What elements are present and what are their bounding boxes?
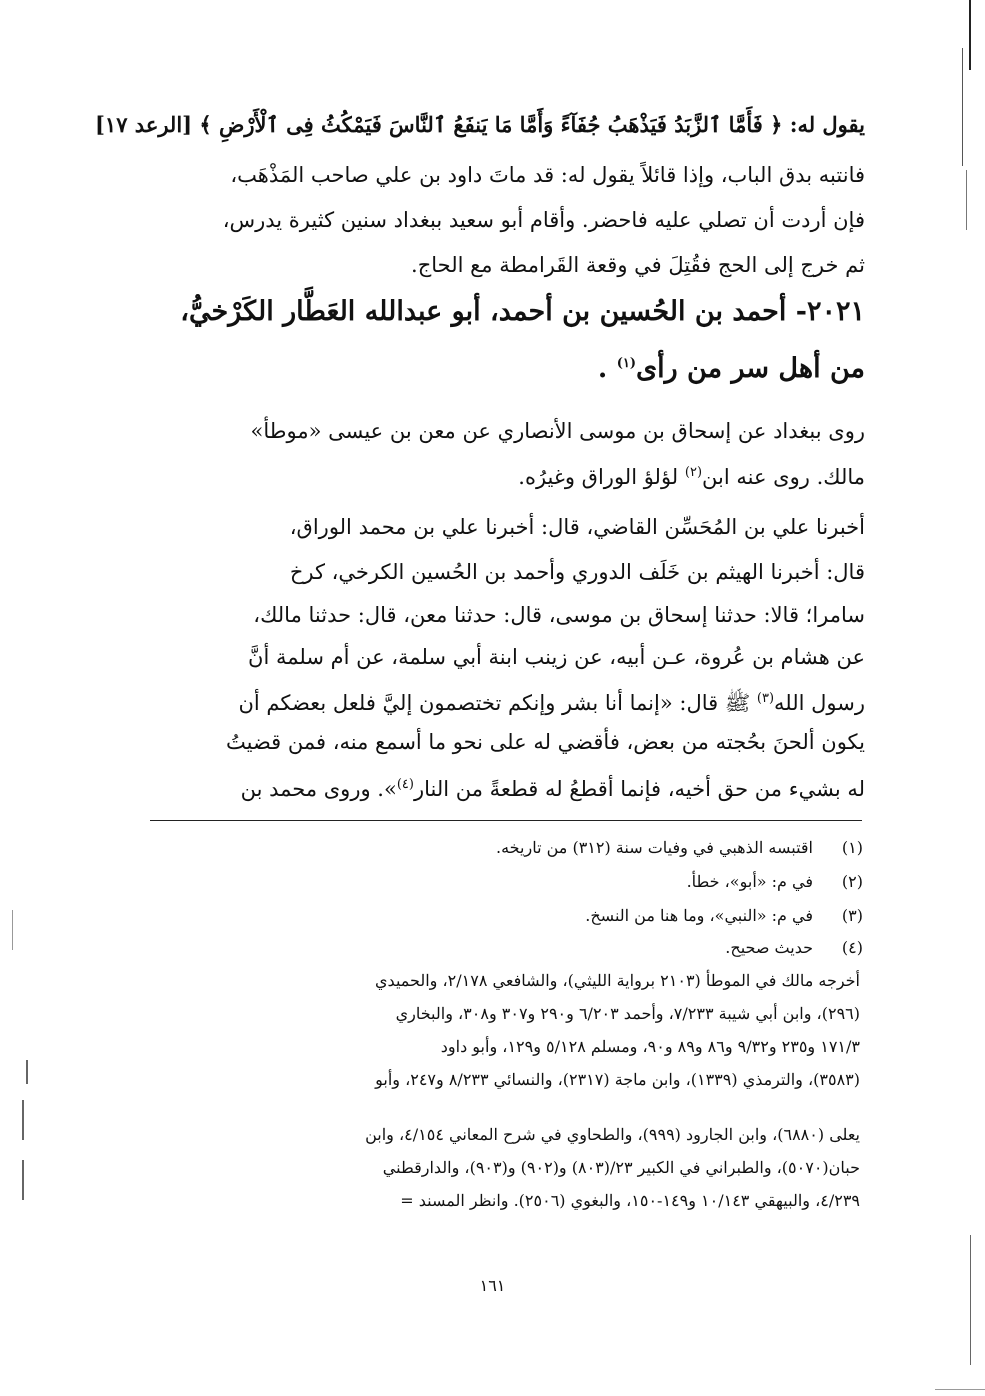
entry-text-line: فإن أردت أن تصلي عليه فاحضر. وأقام أبو سعيد ببغداد سنين كثيرة يدرس، [222, 208, 865, 232]
entry-text-line: يقول له: ﴿ فَأَمَّا ٱلزَّبَدُ فَيَذْهَبُ جُفَآءً وَأَمَّا مَا يَنفَعُ ٱلنَّاسَ فَيَمْكُثُ فِى ٱلْأَرْضِ ﴾ [الرعد ١٧] [94, 112, 865, 137]
biography-heading-continued [150, 344, 865, 388]
paragraph-line: سامرا؛ قالا: حدثنا إسحاق بن موسى، قال: حدثنا معن، قال: حدثنا مالك، [253, 603, 865, 627]
paragraph-text: ﷺ قال: «إنما أنا بشر وإنكم تختصمون إليَّ فلعل بعضكم أن [238, 691, 757, 715]
scan-edge-mark [966, 170, 967, 230]
paragraph-line: عن هشام بن عُروة، عـن أبيه، عن زينب ابنة أبي سلمة، عن أم سلمة أنَّ [248, 645, 865, 669]
footnote-ref: (٣) [756, 691, 775, 706]
scan-edge-mark [26, 1060, 28, 1084]
paragraph-line: قال: أخبرنا الهيثم بن خَلَف الدوري وأحمد بن الحُسين الكرخي، كرخ [289, 560, 865, 584]
page-number: ١٦١ [479, 1276, 506, 1295]
footnote [0, 837, 985, 861]
paragraph-text: لؤلؤ الوراق وغيرُه. [518, 465, 685, 489]
footnote [0, 905, 985, 929]
scan-edge-mark [22, 1100, 24, 1140]
footnote-text: في م: «أبو»، خطأ. [686, 872, 813, 891]
footnote-detail-line: ١٧١/٣ و٢٣٥ و٩/٣٢ و٨٦ و٨٩ و٩٠، ومسلم ٥/١٢٨ و١٢٩، وأبو داود [440, 1037, 860, 1056]
footnote-detail-line: (٣٥٨٣)، والترمذي (١٣٣٩)، وابن ماجة (٢٣١٧)، والنسائي ٨/٢٣٣ و٢٤٧، وأبو [375, 1070, 860, 1089]
paragraph-text: رسول الله [774, 691, 865, 715]
heading-end: . [597, 353, 608, 384]
footnote-text: في م: «النبي»، وما هنا من النسخ. [585, 906, 813, 925]
paragraph-line [150, 458, 865, 490]
scan-edge-mark [22, 1160, 24, 1200]
entry-text-line: ثم خرج إلى الحج فقُتِلَ في وقعة القَرامطة مع الحاج. [411, 253, 865, 277]
paragraph-line [150, 684, 865, 716]
footnote-detail-line: أخرجه مالك في الموطأ (٢١٠٣ برواية الليثي)، والشافعي ٢/١٧٨، والحميدي [375, 971, 860, 990]
scan-edge-mark [970, 1235, 971, 1365]
footnote-detail-line: (٢٩٦)، وابن أبي شيبة ٧/٢٣٣، وأحمد ٦/٢٠٣ و٢٩٠ و٣٠٧ و٣٠٨، والبخاري [395, 1004, 860, 1023]
footnote-text: اقتبسه الذهبي في وفيات سنة (٣١٢) من تاريخه. [496, 838, 813, 857]
paragraph-line [150, 770, 865, 802]
footnote-detail-line: حبان(٥٠٧٠)، والطبراني في الكبير ٢٣/(٨٠٣) و(٩٠٢) و(٩٠٣)، والدارقطني [382, 1158, 860, 1177]
heading-text: من أهل سر من رأى [635, 353, 865, 384]
footnote-ref: (١) [616, 356, 636, 371]
footnote-ref: (٤) [396, 777, 414, 792]
scan-edge-mark [962, 48, 963, 166]
footnote-number: (٢) [841, 872, 863, 891]
biography-heading: ٢٠٢١- أحمد بن الحُسين بن أحمد، أبو عبدالله العَطَّار الكَرْخيُّ، [180, 296, 865, 327]
footnote-detail-line: يعلى (٦٨٨٠)، وابن الجارود (٩٩٩)، والطحاوي في شرح المعاني ٤/١٥٤، وابن [365, 1125, 860, 1144]
paragraph-text: مالك. روى عنه ابن [702, 465, 865, 489]
paragraph-text: ». وروى محمد بن [240, 777, 397, 801]
footnote-ref: (٢) [684, 465, 703, 480]
footnote-number: (٤) [841, 938, 863, 957]
footnote-number: (٣) [841, 906, 863, 925]
paragraph-line: أخبرنا علي بن المُحَسِّن القاضي، قال: أخبرنا علي بن محمد الوراق، [289, 515, 865, 539]
footnote-detail-line: ٤/٢٣٩، والبيهقي ١٠/١٤٣ و١٤٩-١٥٠، والبغوي (٢٥٠٦). وانظر المسند = [400, 1191, 860, 1210]
paragraph-text: له بشيء من حق أخيه، فإنما أقطعُ له قطعةً من النار [413, 777, 865, 801]
footnote-number: (١) [841, 838, 863, 857]
paragraph-line: روى ببغداد عن إسحاق بن موسى الأنصاري عن معن بن عيسى «موطأ» [250, 419, 865, 443]
footnote-text: حديث صحيح. [725, 938, 813, 957]
footnote [0, 937, 985, 961]
scan-edge-mark [969, 0, 971, 70]
footnote-separator [150, 820, 862, 821]
paragraph-line: يكون ألحنَ بحُجته من بعض، فأقضي له على نحو ما أسمع منه، فمن قضيتُ [225, 730, 865, 754]
entry-text-line: فانتبه بدق الباب، وإذا قائلاً يقول له: قد ماتَ داود بن علي صاحب المَذْهَب، [230, 163, 865, 187]
scan-edge-mark [935, 1389, 985, 1390]
footnote [0, 871, 985, 895]
